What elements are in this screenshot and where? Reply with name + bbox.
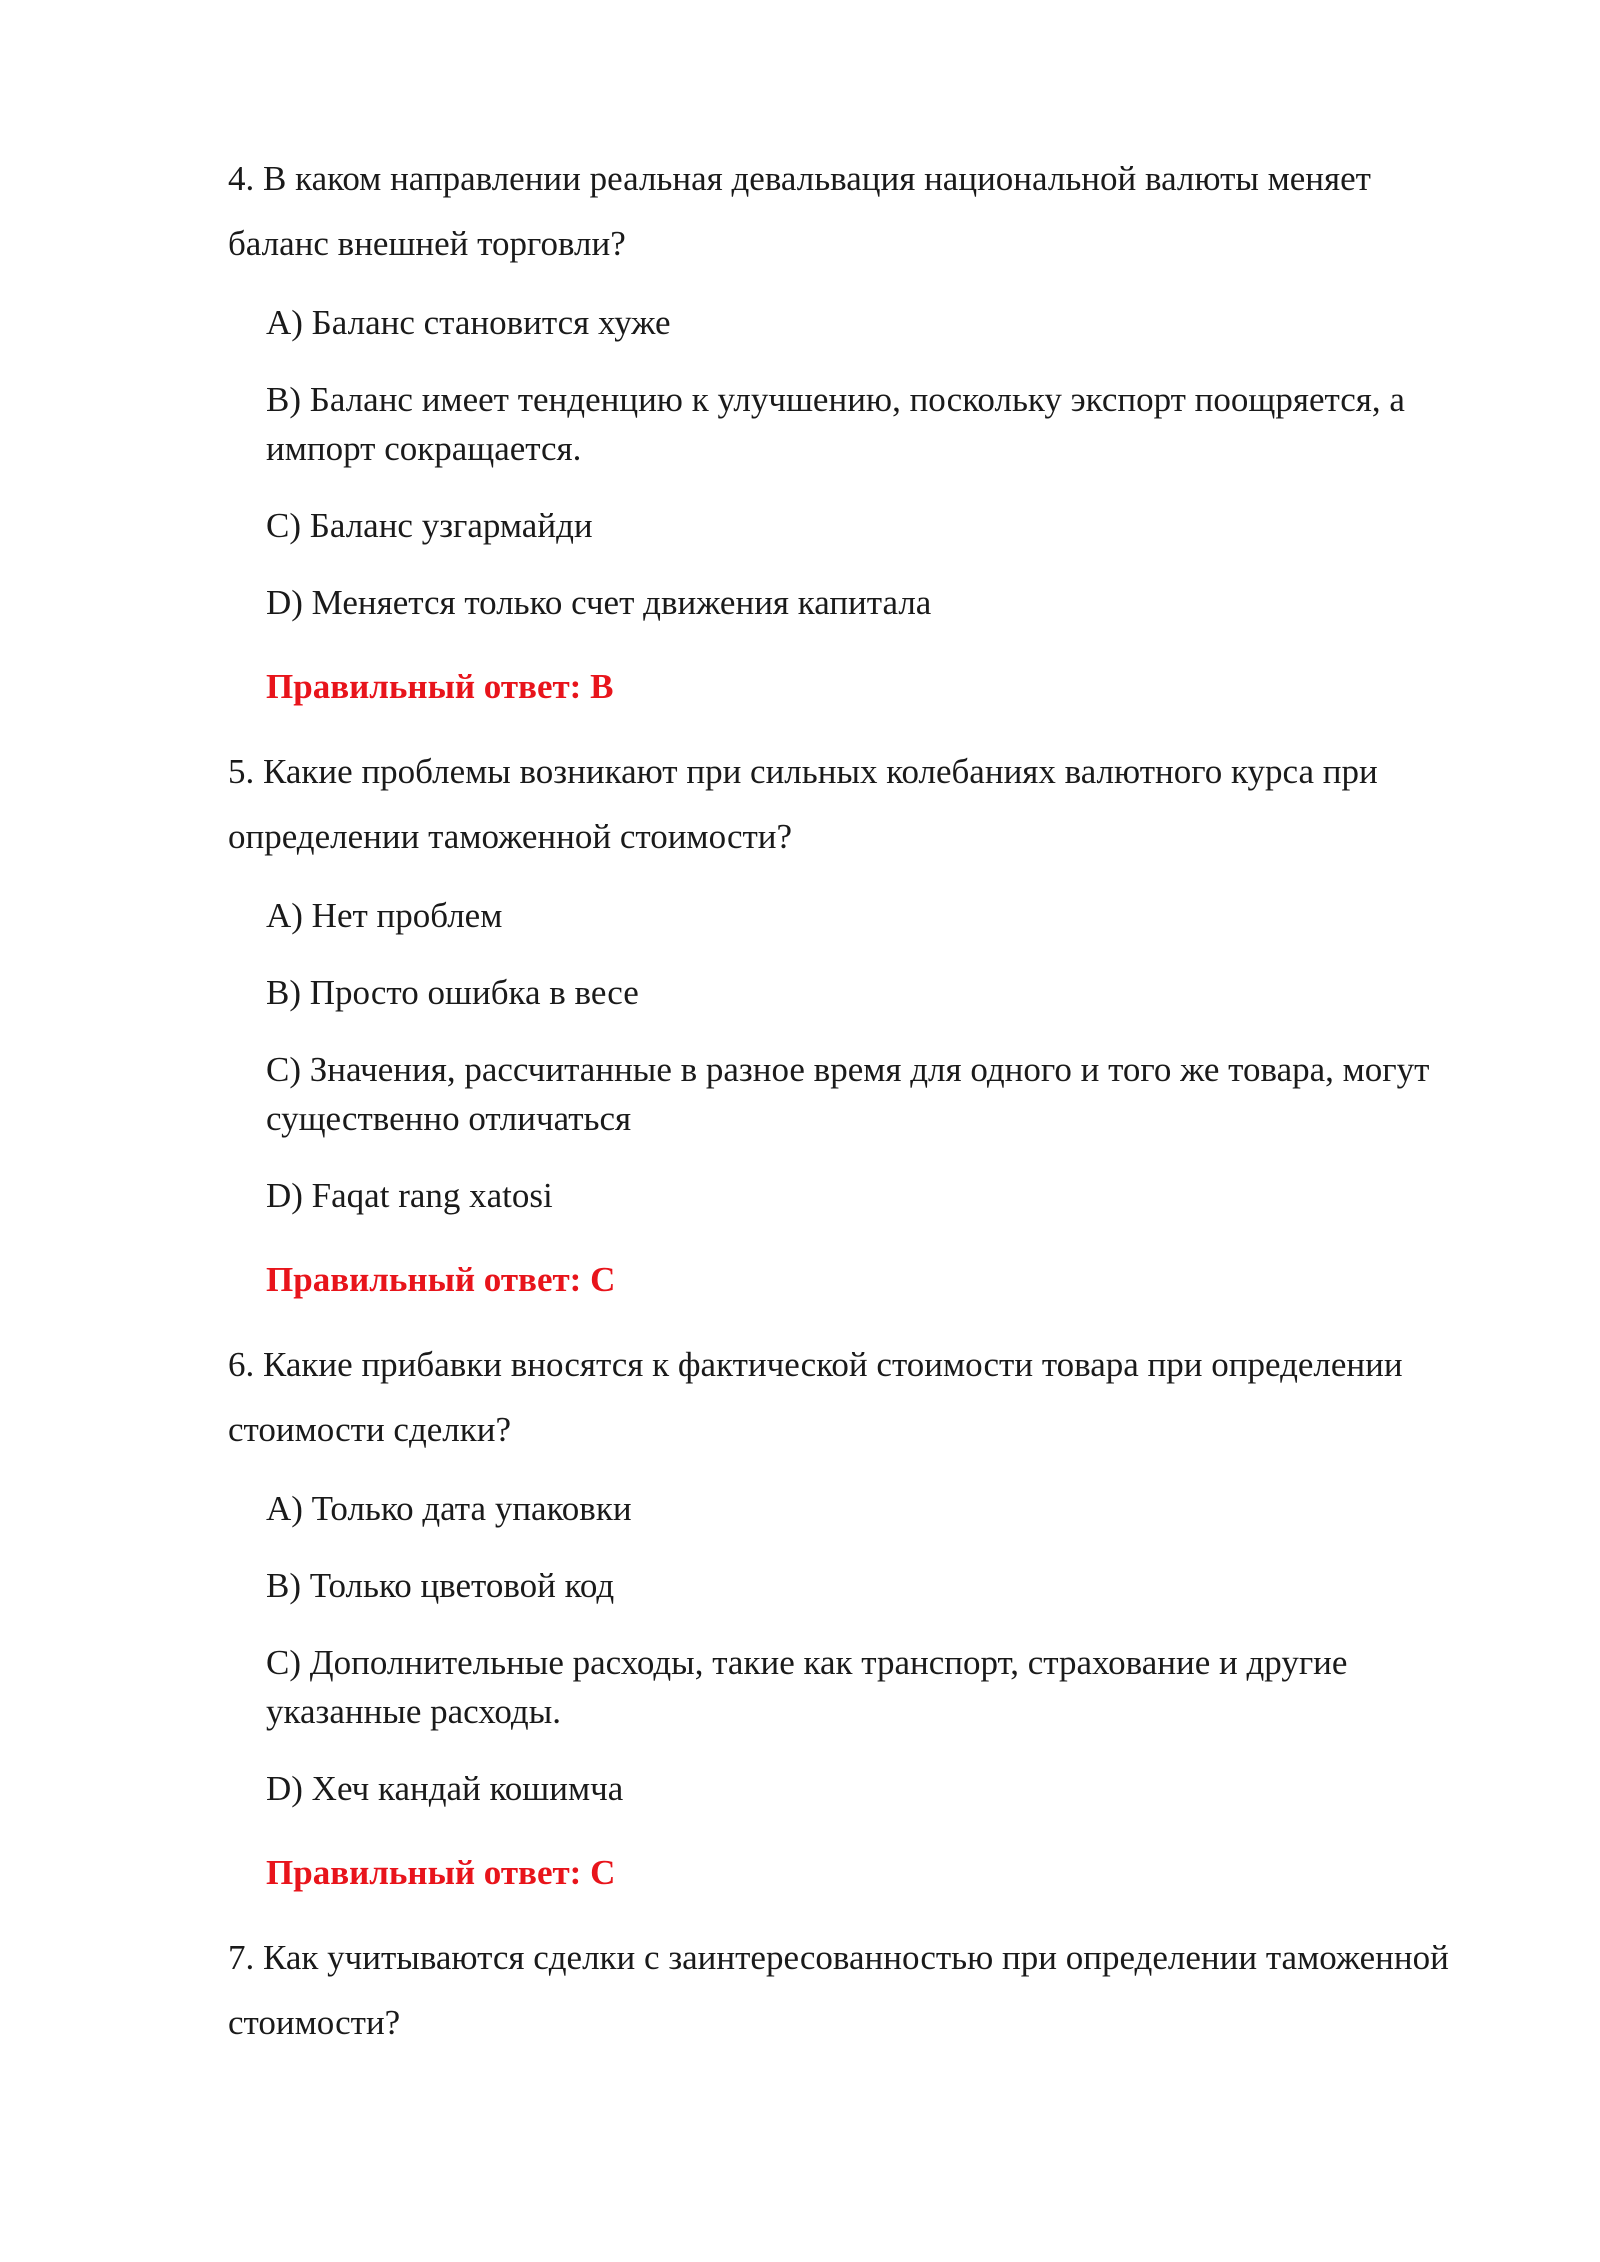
option-a: A) Нет проблем (266, 896, 503, 935)
option-c: C) Баланс узгармайди (266, 506, 593, 545)
option-d: D) Faqat rang xatosi (266, 1176, 553, 1215)
question-block-7 (228, 1925, 1480, 2055)
option-a: A) Баланс становится хуже (266, 303, 671, 342)
option-a: A) Только дата упаковки (266, 1489, 632, 1528)
option-c: C) Дополнительные расходы, такие как транспорт, страхование и другие указанные расходы. (266, 1643, 1348, 1731)
question-block-4 (228, 146, 1480, 711)
option-b: B) Баланс имеет тенденцию к улучшению, поскольку экспорт поощряется, а импорт сокращается. (266, 380, 1405, 468)
question-block-6 (228, 1332, 1480, 1897)
option-d: D) Хеч кандай кошимча (266, 1769, 624, 1808)
correct-answer: Правильный ответ: C (266, 1260, 616, 1299)
question-text: 4. В каком направлении реальная девальвация национальной валюты меняет баланс внешней торговли? (228, 159, 1371, 263)
options-list (266, 1484, 1480, 1813)
option-d: D) Меняется только счет движения капитала (266, 583, 932, 622)
question-text: 5. Какие проблемы возникают при сильных колебаниях валютного курса при определении таможенной стоимости? (228, 752, 1378, 856)
question-text: 7. Как учитываются сделки с заинтересованностью при определении таможенной стоимости? (228, 1938, 1449, 2042)
options-list (266, 298, 1480, 627)
option-b: B) Только цветовой код (266, 1566, 615, 1605)
question-text: 6. Какие прибавки вносятся к фактической стоимости товара при определении стоимости сделки? (228, 1345, 1403, 1449)
correct-answer: Правильный ответ: C (266, 1853, 616, 1892)
option-c: C) Значения, рассчитанные в разное время для одного и того же товара, могут существенно отличаться (266, 1050, 1430, 1138)
option-b: B) Просто ошибка в весе (266, 973, 639, 1012)
correct-answer: Правильный ответ: B (266, 667, 614, 706)
options-list (266, 891, 1480, 1220)
question-block-5 (228, 739, 1480, 1304)
